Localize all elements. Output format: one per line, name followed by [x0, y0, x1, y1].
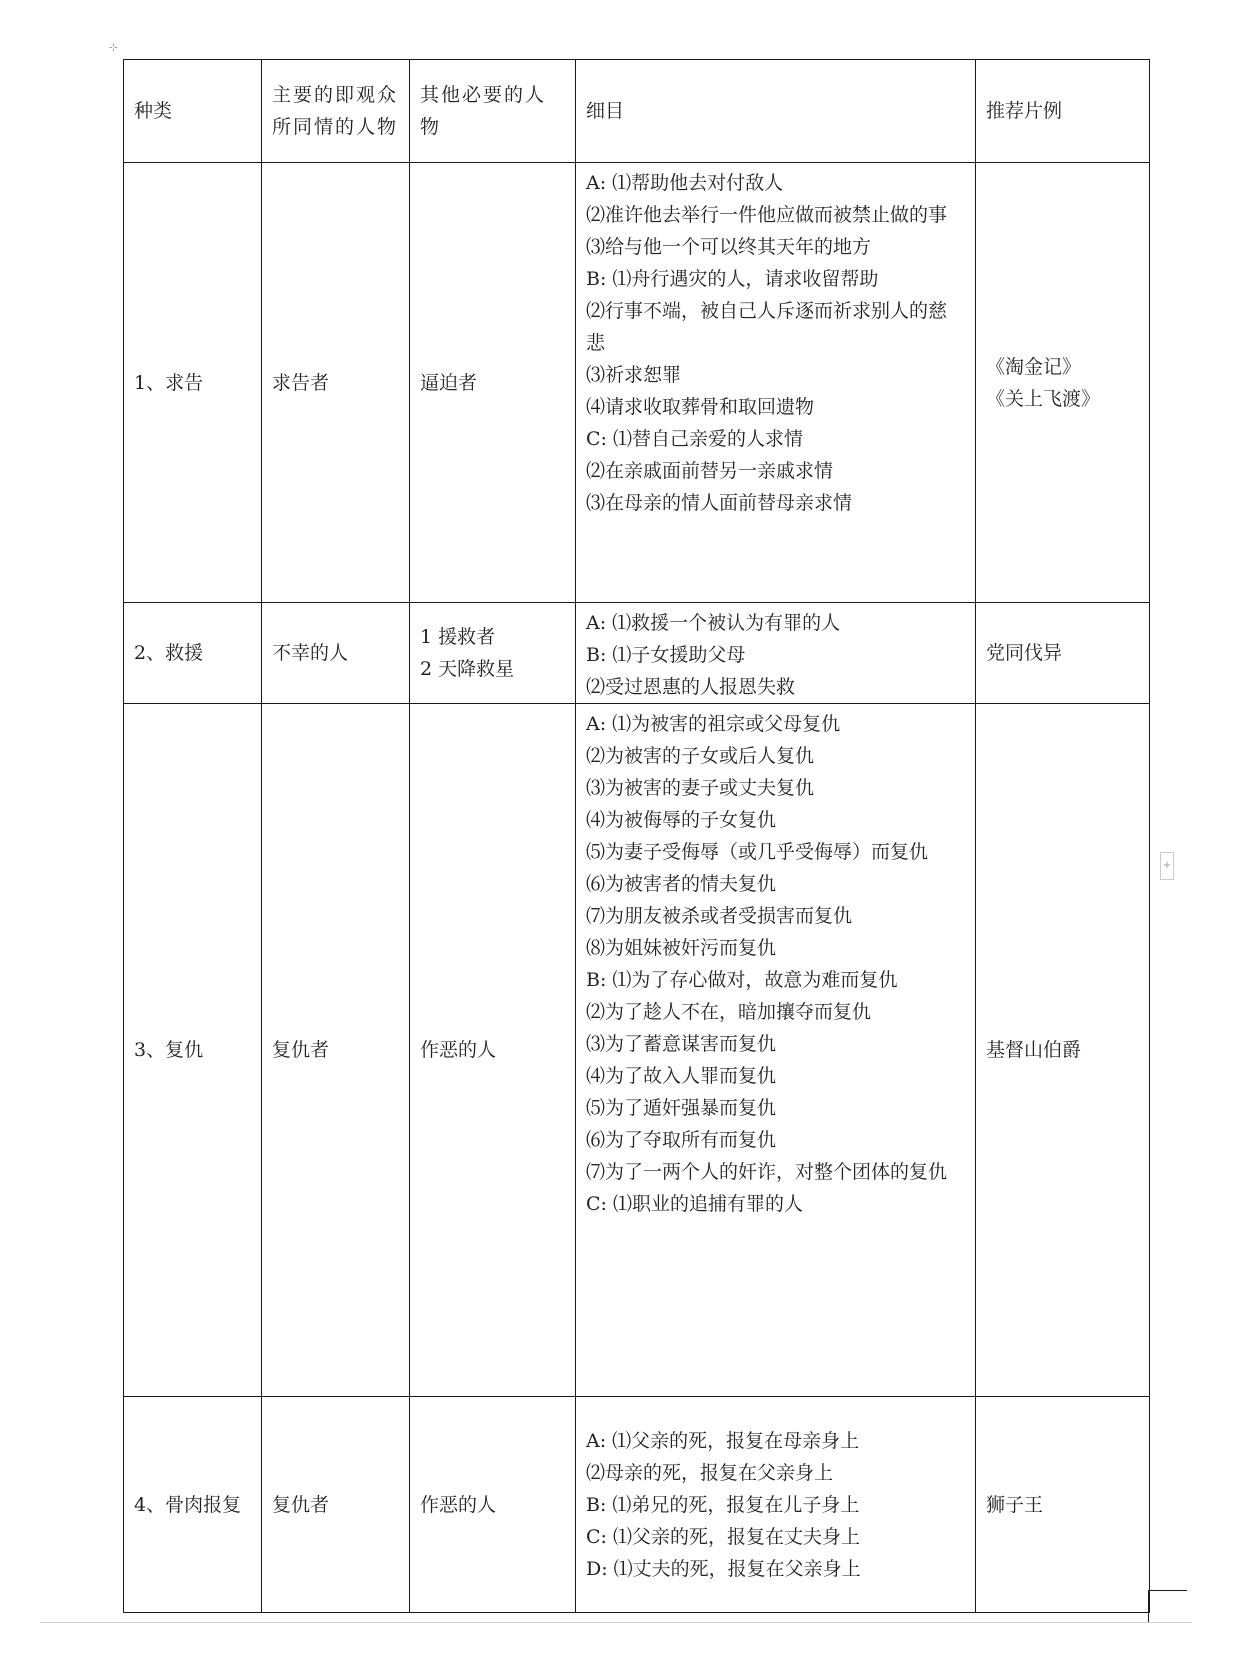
- example-title: 基督山伯爵: [986, 1039, 1082, 1061]
- cell-details: [576, 704, 976, 1397]
- detail-line: C: ⑴职业的追捕有罪的人: [586, 1193, 803, 1215]
- detail-line: ⑹为被害者的情夫复仇: [586, 873, 777, 895]
- cell-type: 1、求告: [124, 163, 262, 603]
- others-line: 作恶的人: [420, 1493, 497, 1516]
- detail-line: ⑵在亲戚面前替另一亲戚求情: [586, 460, 834, 482]
- cell-protagonist: 复仇者: [262, 704, 410, 1397]
- cell-protagonist: 复仇者: [262, 1397, 410, 1613]
- detail-line: ⑵为了趁人不在，暗加攘夺而复仇: [586, 1001, 872, 1023]
- detail-line: ⑷请求收取葬骨和取回遗物: [586, 396, 815, 418]
- cell-examples: [976, 1397, 1150, 1613]
- table-row: [124, 704, 1150, 1397]
- add-column-handle-icon[interactable]: +: [1160, 852, 1174, 880]
- detail-line: ⑶在母亲的情人面前替母亲求情: [586, 492, 853, 514]
- page-corner-mark: [1148, 1590, 1187, 1623]
- cell-others: [410, 704, 576, 1397]
- page-bottom-divider: [40, 1622, 1192, 1623]
- detail-line: ⑵受过恩惠的人报恩失救: [586, 676, 796, 698]
- example-title: 《淘金记》: [986, 355, 1082, 378]
- cell-others: [410, 163, 576, 603]
- example-title: 狮子王: [986, 1493, 1044, 1516]
- detail-line: ⑷为被侮辱的子女复仇: [586, 809, 777, 831]
- detail-line: ⑵母亲的死，报复在父亲身上: [586, 1461, 834, 1484]
- detail-line: ⑶为被害的妻子或丈夫复仇: [586, 777, 815, 799]
- example-title: 党同伐异: [986, 642, 1063, 664]
- table-row: [124, 603, 1150, 704]
- detail-line: C: ⑴父亲的死，报复在丈夫身上: [586, 1525, 860, 1548]
- detail-line: D: ⑴丈夫的死，报复在父亲身上: [586, 1557, 861, 1580]
- cell-examples: [976, 704, 1150, 1397]
- cell-examples: [976, 163, 1150, 603]
- others-line: 2 天降救星: [420, 658, 515, 680]
- detail-line: ⑶给与他一个可以终其天年的地方: [586, 236, 872, 258]
- header-others: 其他必要的人物: [410, 60, 576, 163]
- detail-line: ⑷为了故入人罪而复仇: [586, 1065, 777, 1087]
- others-line: 作恶的人: [420, 1039, 497, 1061]
- others-line: 1 援救者: [420, 626, 496, 648]
- cell-others: [410, 603, 576, 704]
- detail-line: A: ⑴救援一个被认为有罪的人: [586, 612, 841, 634]
- detail-line: C: ⑴替自己亲爱的人求情: [586, 428, 803, 450]
- detail-line: B: ⑴子女援助父母: [586, 644, 746, 666]
- cell-protagonist: 求告者: [262, 163, 410, 603]
- detail-line: A: ⑴帮助他去对付敌人: [586, 172, 784, 194]
- detail-line: ⑵行事不端，被自己人斥逐而祈求别人的慈悲: [586, 300, 948, 354]
- detail-line: ⑶祈求恕罪: [586, 364, 682, 386]
- detail-line: ⑺为朋友被杀或者受损害而复仇: [586, 905, 853, 927]
- detail-line: A: ⑴父亲的死，报复在母亲身上: [586, 1429, 860, 1452]
- cell-details: [576, 1397, 976, 1613]
- detail-line: B: ⑴弟兄的死，报复在儿子身上: [586, 1493, 860, 1516]
- detail-line: A: ⑴为被害的祖宗或父母复仇: [586, 713, 841, 735]
- cell-details: [576, 603, 976, 704]
- plot-types-table: [123, 59, 1150, 1613]
- table-row: [124, 163, 1150, 603]
- cell-details: [576, 163, 976, 603]
- detail-line: ⑵为被害的子女或后人复仇: [586, 745, 815, 767]
- cell-type: 4、骨肉报复: [124, 1397, 262, 1613]
- detail-line: B: ⑴为了存心做对，故意为难而复仇: [586, 969, 898, 991]
- cell-protagonist: 不幸的人: [262, 603, 410, 704]
- cell-examples: [976, 603, 1150, 704]
- detail-line: ⑶为了蓄意谋害而复仇: [586, 1033, 777, 1055]
- detail-line: B: ⑴舟行遇灾的人，请求收留帮助: [586, 268, 879, 290]
- detail-line: ⑵准许他去举行一件他应做而被禁止做的事: [586, 204, 948, 226]
- detail-line: ⑸为了遁奸强暴而复仇: [586, 1097, 777, 1119]
- header-type: 种类: [124, 60, 262, 163]
- cell-others: [410, 1397, 576, 1613]
- detail-line: ⑹为了夺取所有而复仇: [586, 1129, 777, 1151]
- table-row: [124, 1397, 1150, 1613]
- detail-line: ⑸为妻子受侮辱（或几乎受侮辱）而复仇: [586, 841, 929, 863]
- table-move-handle-icon[interactable]: ⊹: [108, 41, 119, 54]
- detail-line: ⑺为了一两个人的奸诈，对整个团体的复仇: [586, 1161, 948, 1183]
- others-line: 逼迫者: [420, 371, 478, 394]
- header-examples: 推荐片例: [976, 60, 1150, 163]
- cell-type: 2、救援: [124, 603, 262, 704]
- example-title: 《关上飞渡》: [986, 387, 1101, 410]
- detail-line: ⑻为姐妹被奸污而复仇: [586, 937, 777, 959]
- header-protagonist: 主要的即观众所同情的人物: [262, 60, 410, 163]
- cell-type: 3、复仇: [124, 704, 262, 1397]
- header-details: 细目: [576, 60, 976, 163]
- table-header-row: [124, 60, 1150, 163]
